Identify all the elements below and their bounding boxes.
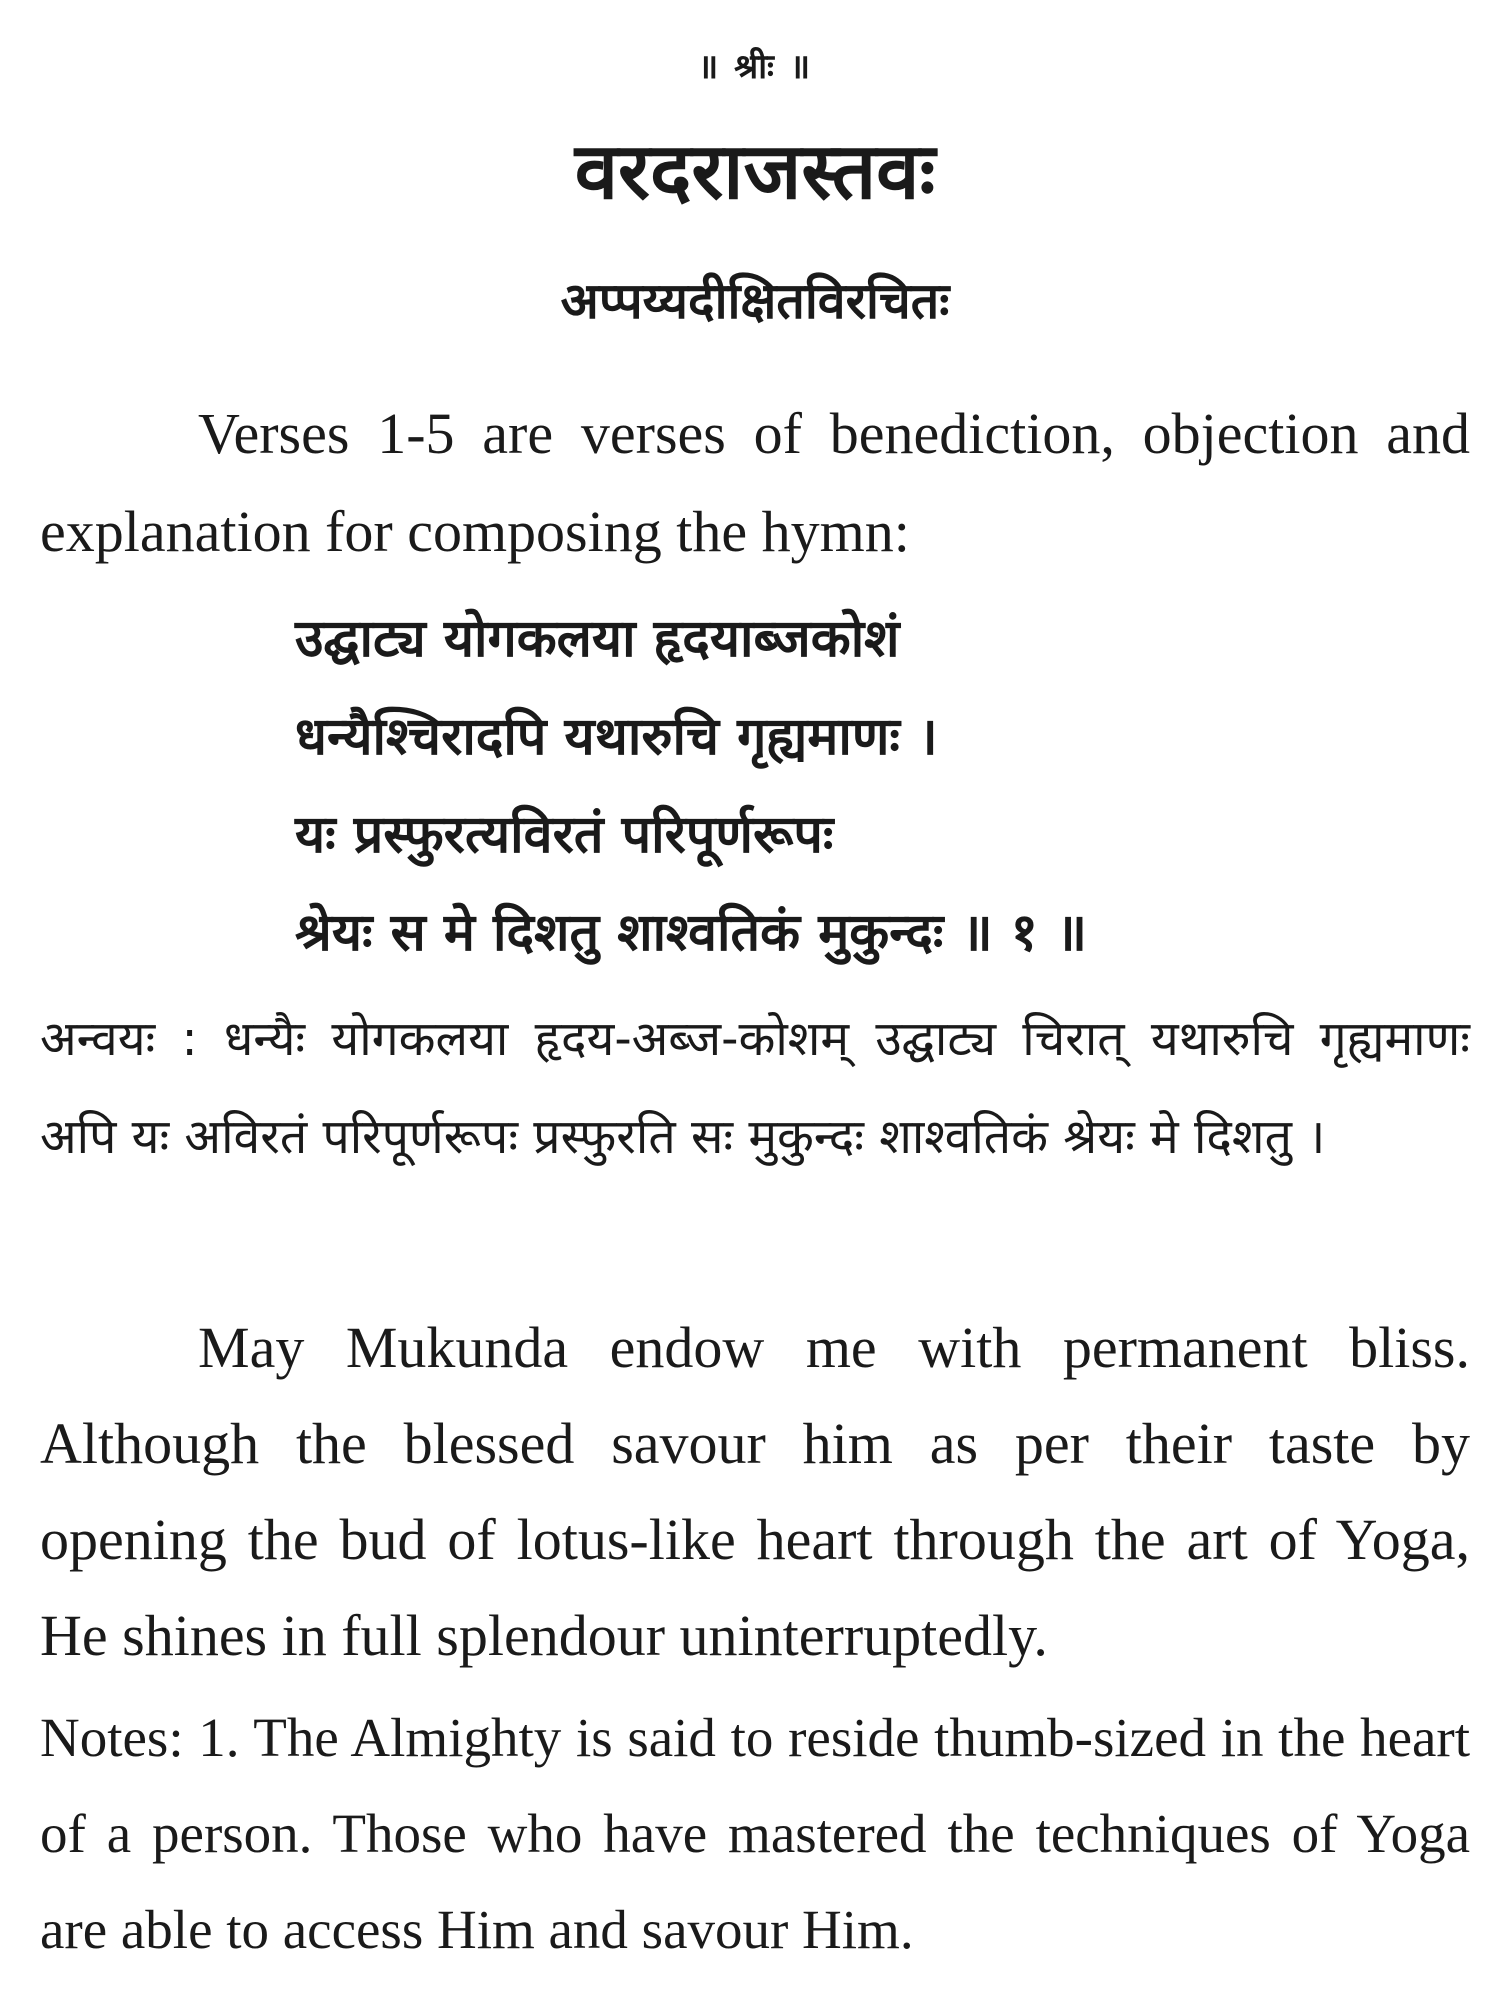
anvaya-paragraph: अन्वयः : धन्यैः योगकलया हृदय-अब्ज-कोशम् उद्घाट्य चिरात् यथारुचि गृह्यमाणः अपि यः अविरतं परिपूर्णरूपः प्रस्फुरति सः मुकुन्दः शाश्वतिकं श्रेयः मे दिशतु । bbox=[40, 1011, 1470, 1165]
verse-line-4: श्रेयः स मे दिशतु शाश्वतिकं मुकुन्दः ॥ १ ॥ bbox=[295, 903, 1088, 963]
notes-paragraph: Notes: 1. The Almighty is said to reside thumb-sized in the heart of a person. Those who have mastered the techniques of Yoga are able to access Him and savour Him. bbox=[40, 1707, 1470, 1960]
verse-block bbox=[295, 590, 1445, 982]
invocation-heading: ॥ श्रीः ॥ bbox=[697, 47, 813, 87]
verse-line-3: यः प्रस्फुरत्यविरतं परिपूर्णरूपः bbox=[295, 805, 834, 865]
translation-paragraph: May Mukunda endow me with permanent bliss. Although the blessed savour him as per their taste by opening the bud of lotus-like heart through the art of Yoga, He shines in full splendour uninterruptedly. bbox=[40, 1315, 1470, 1668]
page-subtitle: अप्पय्यदीक्षितविरचितः bbox=[560, 272, 950, 330]
page-title: वरदराजस्तवः bbox=[574, 127, 936, 217]
verse-line-1: उद्घाट्य योगकलया हृदयाब्जकोशं bbox=[295, 609, 900, 669]
intro-paragraph: Verses 1-5 are verses of benediction, objection and explanation for composing the hymn: bbox=[40, 401, 1470, 564]
document-page bbox=[40, 0, 1470, 2000]
verse-line-2: धन्यैश्चिरादपि यथारुचि गृह्यमाणः । bbox=[295, 707, 938, 767]
